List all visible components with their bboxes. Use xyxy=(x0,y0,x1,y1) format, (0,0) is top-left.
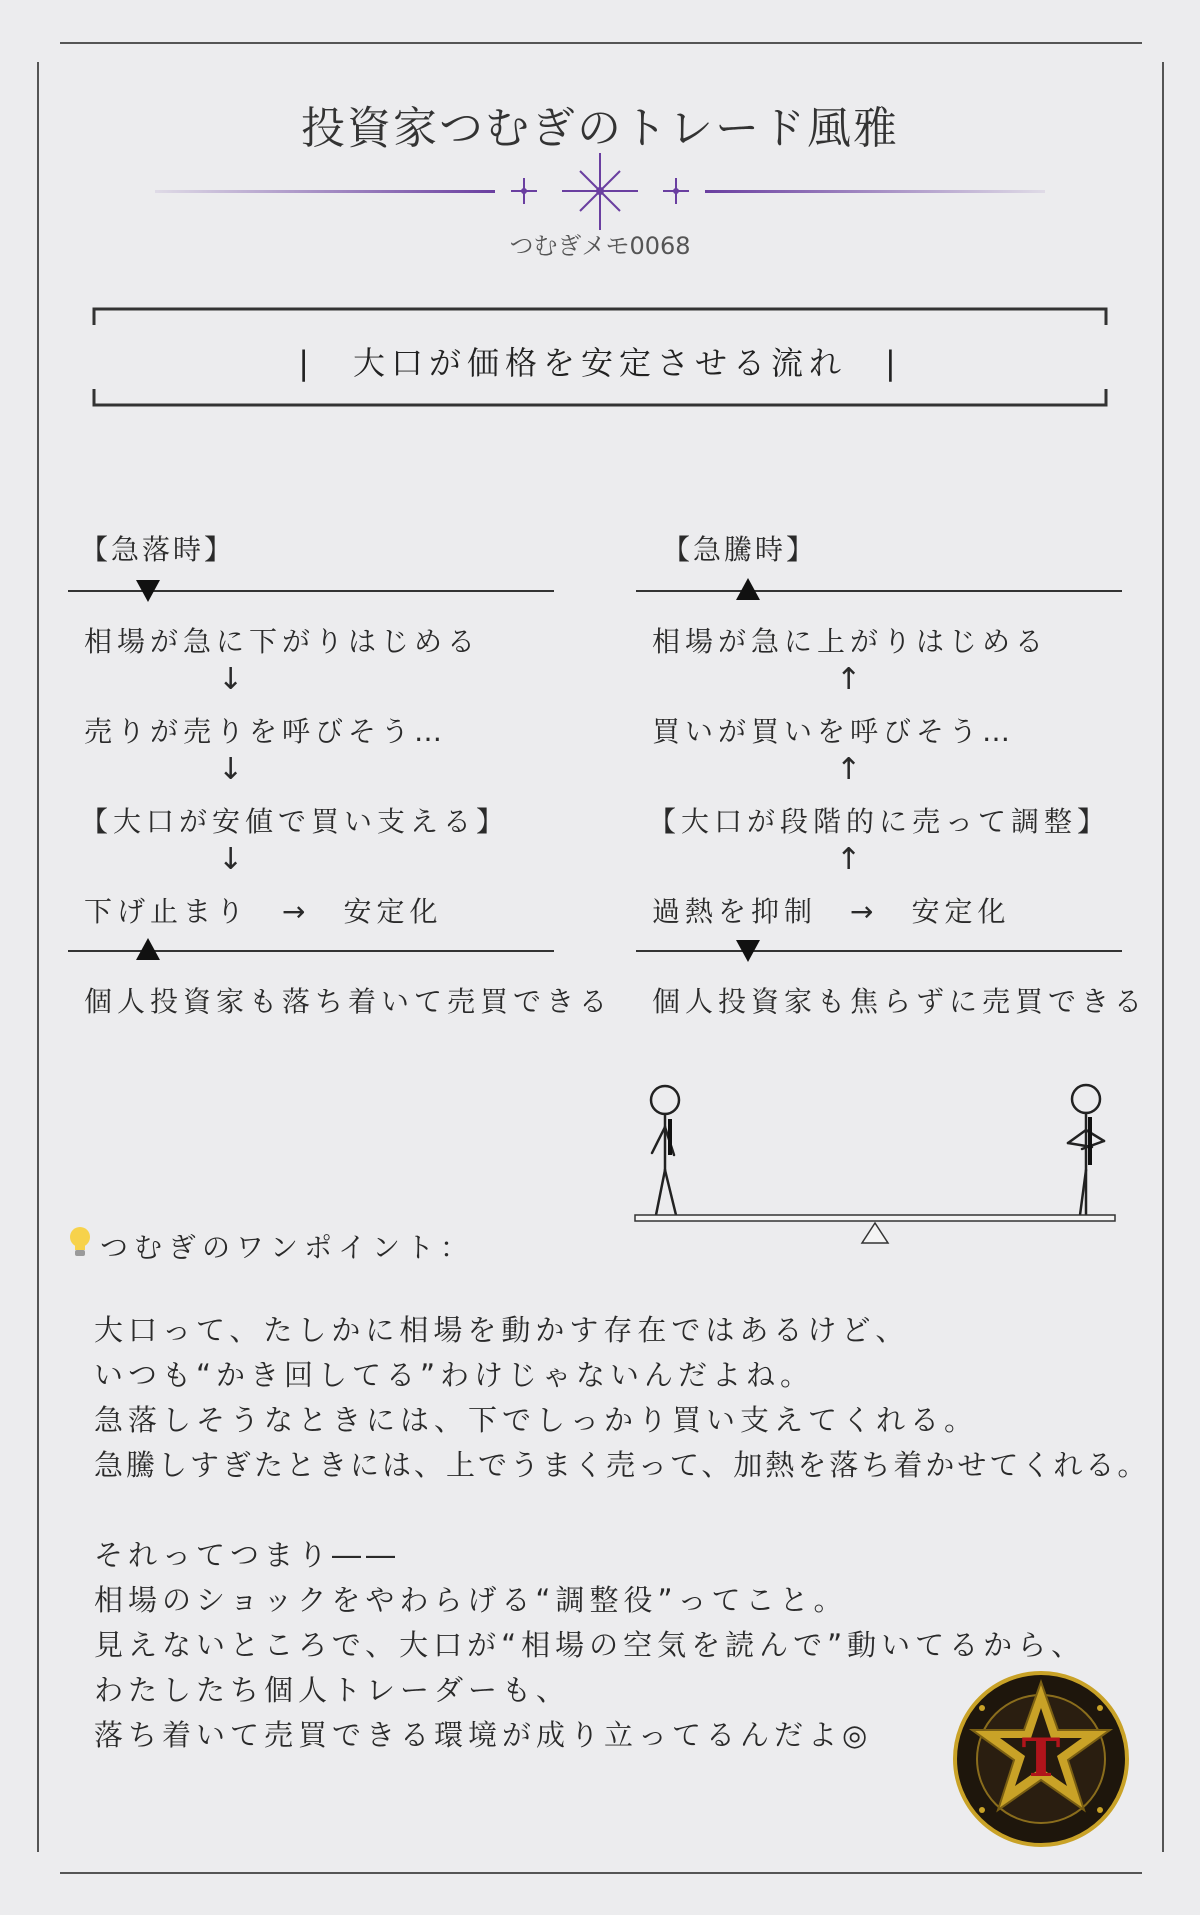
point-line: わたしたち個人トレーダーも、 xyxy=(94,1673,571,1707)
point-line: 見えないところで、大口が“相場の空気を読んで”動いてるから、 xyxy=(94,1628,1086,1662)
left-result: 個人投資家も落ち着いて売買できる xyxy=(84,985,613,1018)
badge-letter: T xyxy=(1021,1728,1061,1789)
down-arrow-icon: ↓ xyxy=(218,752,244,787)
right-line-1: 相場が急に上がりはじめる xyxy=(652,625,1049,658)
sparkle-divider xyxy=(150,148,1050,238)
point-line: それってつまり―― xyxy=(94,1538,401,1572)
point-line: 急落しそうなときには、下でしっかり買い支えてくれる。 xyxy=(94,1403,979,1437)
down-triangle-icon xyxy=(136,580,160,602)
left-line-4: 下げ止まり → 安定化 xyxy=(84,895,443,928)
page-title: 投資家つむぎのトレード風雅 xyxy=(301,103,899,154)
right-line-3: 【大口が段階的に売って調整】 xyxy=(648,805,1111,838)
up-arrow-icon: ↑ xyxy=(836,662,862,697)
right-result: 個人投資家も焦らずに売買できる xyxy=(652,985,1148,1018)
left-line-2: 売りが売りを呼びそう… xyxy=(84,715,448,748)
frame-right xyxy=(1162,62,1164,1852)
right-line-2: 買いが買いを呼びそう… xyxy=(652,715,1016,748)
right-line-4: 過熱を抑制 → 安定化 xyxy=(652,895,1011,928)
point-title: つむぎのワンポイント： xyxy=(100,1231,475,1264)
point-line: 相場のショックをやわらげる“調整役”ってこと。 xyxy=(94,1583,848,1617)
right-heading: 【急騰時】 xyxy=(662,533,818,566)
right-bottom-rule xyxy=(636,950,1122,952)
down-arrow-icon: ↓ xyxy=(218,842,244,877)
frame-left xyxy=(37,62,39,1852)
frame-bottom xyxy=(60,1872,1142,1874)
left-line-3: 【大口が安値で買い支える】 xyxy=(80,805,510,838)
down-arrow-icon: ↓ xyxy=(218,662,244,697)
point-line: 大口って、たしかに相場を動かす存在ではあるけど、 xyxy=(94,1313,910,1347)
up-arrow-icon: ↑ xyxy=(836,752,862,787)
memo-number: つむぎメモ0068 xyxy=(509,232,691,260)
down-triangle-icon xyxy=(736,940,760,962)
up-triangle-icon xyxy=(136,938,160,960)
frame-top xyxy=(60,42,1142,44)
left-heading: 【急落時】 xyxy=(80,533,236,566)
up-arrow-icon: ↑ xyxy=(836,842,862,877)
up-triangle-icon xyxy=(736,578,760,600)
right-top-rule xyxy=(636,590,1122,592)
banner-title: | 大口が価格を安定させる流れ | xyxy=(298,344,902,382)
emblem-badge-logo xyxy=(950,1668,1132,1850)
seesaw-illustration xyxy=(630,1075,1130,1250)
point-line: 落ち着いて売買できる環境が成り立ってるんだよ◎ xyxy=(94,1718,873,1752)
left-line-1: 相場が急に下がりはじめる xyxy=(84,625,481,658)
point-line: 急騰しすぎたときには、上でうまく売って、加熱を落ち着かせてくれる。 xyxy=(94,1448,1150,1482)
lightbulb-icon xyxy=(68,1226,92,1258)
point-line: いつも“かき回してる”わけじゃないんだよね。 xyxy=(94,1358,815,1392)
